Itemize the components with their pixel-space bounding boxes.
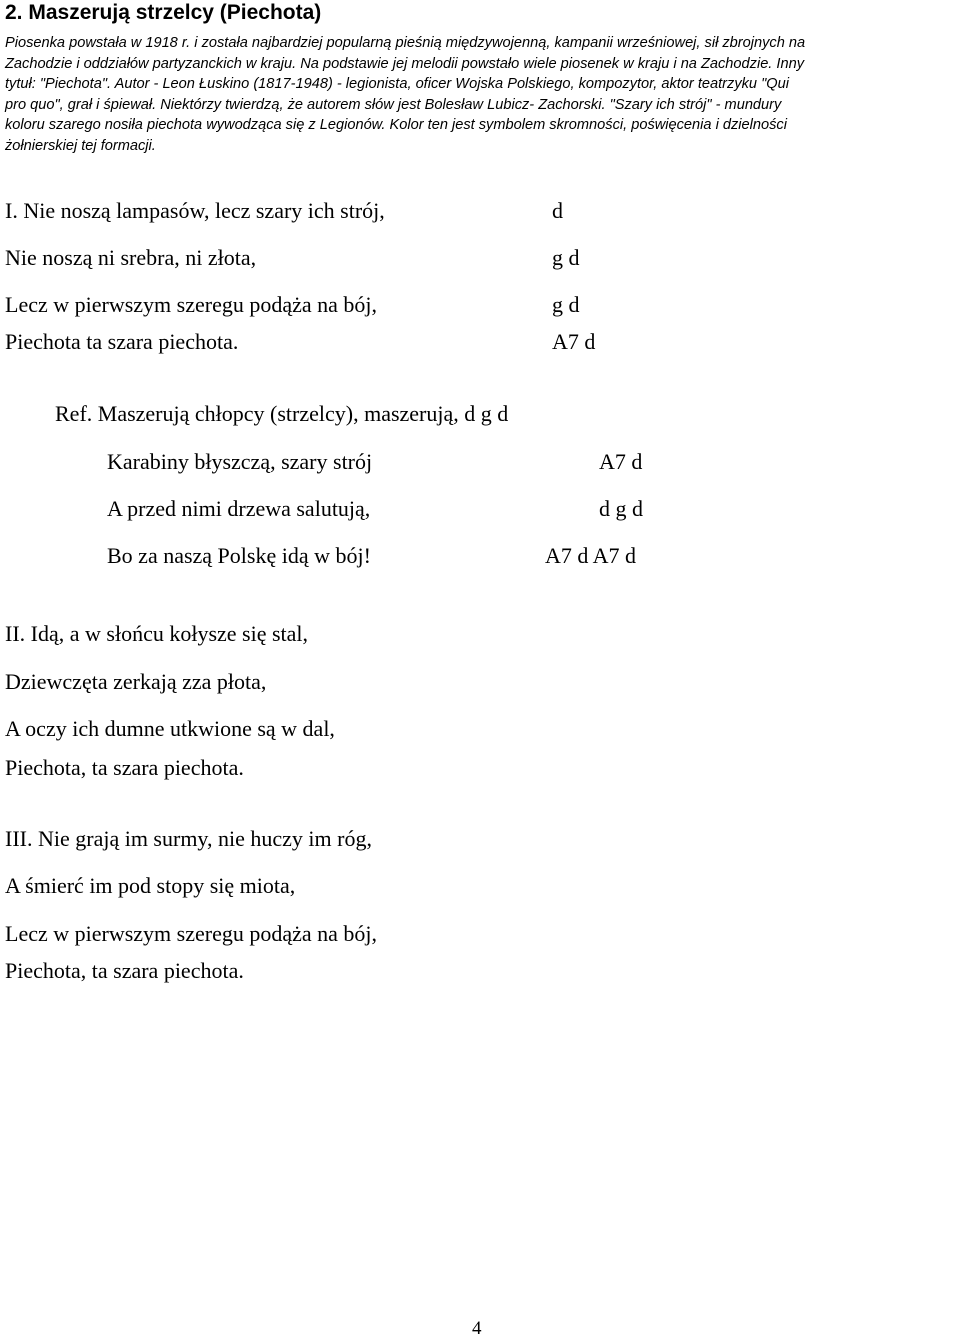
verse-1-chord: A7 d <box>552 329 596 354</box>
refrain-chord: d g d <box>599 496 643 521</box>
verse-2-line: II. Idą, a w słońcu kołysze się stal, <box>5 621 309 646</box>
verse-1-chord: g d <box>552 292 580 317</box>
verse-1-chord: g d <box>552 245 580 270</box>
intro-line: Piosenka powstała w 1918 r. i została najbardziej popularną pieśnią międzywojenną, kampanii wrześniowej, sił zbrojnych na <box>5 35 806 51</box>
verse-1-chord: d <box>552 198 563 223</box>
verse-2-line: A oczy ich dumne utkwione są w dal, <box>5 716 335 741</box>
intro-paragraph <box>5 33 805 157</box>
song-title: 2. Maszerują strzelcy (Piechota) <box>5 1 322 24</box>
refrain-line: A przed nimi drzewa salutują, <box>107 496 371 521</box>
verse-1-line: Piechota ta szara piechota. <box>5 329 239 354</box>
refrain-line: Karabiny błyszczą, szary strój <box>107 449 373 474</box>
intro-line: żołnierskiej tej formacji. <box>5 137 156 154</box>
refrain-chord: A7 d <box>599 449 643 474</box>
intro-line: Zachodzie i oddziałów partyzanckich w kraju. Na podstawie jej melodii powstało wiele piosenek w kraju i na Zachodzie. Inny <box>5 55 805 72</box>
intro-line: tytuł: "Piechota". Autor - Leon Łuskino (1817-1948) - legionista, oficer Wojska Polskiego, kompozytor, aktor teatrzyku "Qui <box>5 76 789 93</box>
verse-3-line: Piechota, ta szara piechota. <box>5 958 244 983</box>
verse-2-line: Piechota, ta szara piechota. <box>5 755 244 780</box>
verse-3-line: Lecz w pierwszym szeregu podąża na bój, <box>5 921 378 946</box>
verse-2-line: Dziewczęta zerkają zza płota, <box>5 669 267 694</box>
verse-1-line: I. Nie noszą lampasów, lecz szary ich strój, <box>5 198 385 223</box>
refrain-chord: A7 d A7 d <box>545 543 637 568</box>
verse-1-line: Nie noszą ni srebra, ni złota, <box>5 245 257 270</box>
page-number: 4 <box>472 1318 482 1339</box>
intro-line: pro quo", grał i śpiewał. Niektórzy twierdzą, że autorem słów jest Bolesław Lubicz- Zachorski. "Szary ich strój" - mundury <box>5 96 782 113</box>
verse-3-line: III. Nie grają im surmy, nie huczy im róg, <box>5 826 372 851</box>
verse-1-line: Lecz w pierwszym szeregu podąża na bój, <box>5 292 378 317</box>
verse-3-line: A śmierć im pod stopy się miota, <box>5 873 296 898</box>
refrain-line: Bo za naszą Polskę idą w bój! <box>107 543 371 568</box>
refrain-line: Ref. Maszerują chłopcy (strzelcy), maszerują, d g d <box>55 401 509 426</box>
intro-line: koloru szarego nosiła piechota wywodząca się z Legionów. Kolor ten jest symbolem skromności, poświęcenia i dzielności <box>5 117 787 134</box>
